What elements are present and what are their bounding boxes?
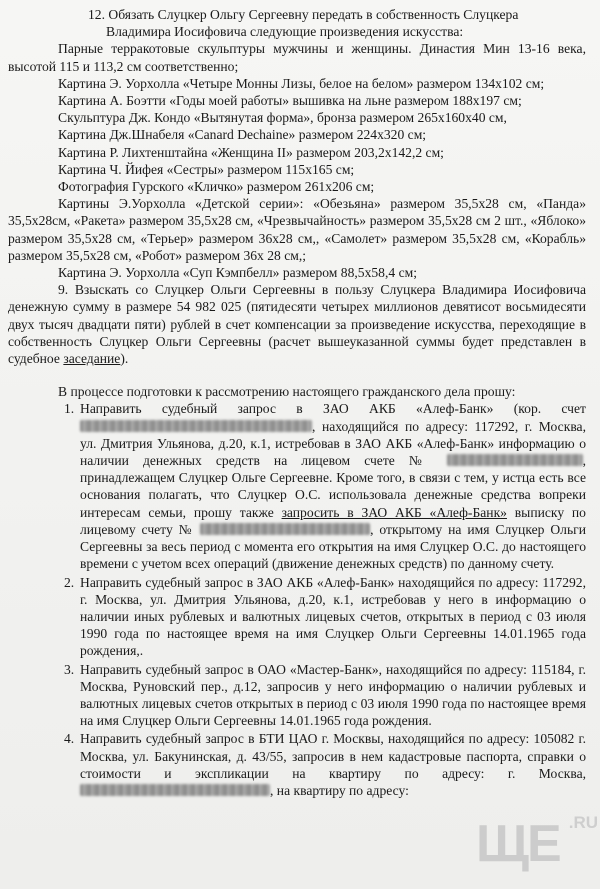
artwork-lichtenstein: Картина Р. Лихтенштайна «Женщина II» размером 203,2х142,2 см; [58, 144, 444, 160]
redacted-account-number [447, 454, 583, 466]
request-1-text-c: , принадлежащем Слуцкер Ольге Сергеевне. Кроме того, в связи с тем, у истца есть все основания полагать, что Слуцкер О.С. использовала денежные средства вопреки интересам семьи, прошу также [80, 453, 586, 520]
artwork-condo: Скульптура Дж. Кондо «Вытянутая форма», бронза размером 265х160х40 см, [58, 110, 507, 126]
request-number: 1. [64, 401, 75, 417]
artwork-warhol-mona-lisa: Картина Э. Уорхолла «Четыре Монны Лизы, белое на белом» размером 134х102 см; [58, 75, 545, 91]
redacted-address [80, 784, 270, 796]
item-9-text-a: 9. Взыскать со Слуцкер Ольги Сергеевны в пользу Слуцкера Владимира Иосифовича денежную сумму в размере [8, 282, 586, 315]
request-1-text-b: , находящийся по адресу: 117292, г. Москва, ул. Дмитрия Ульянова, д.20, к.1, истребовав в ЗАО АКБ «Алеф-Банк» информацию о наличии денежных средств на лицевом счете № [80, 418, 586, 469]
request-number: 4. [64, 731, 75, 747]
item-9-amount: 54 982 025 [176, 299, 242, 315]
request-item-4 [8, 730, 586, 799]
request-1-text-a: Направить судебный запрос в ЗАО АКБ «Алеф-Банк» (кор. счет [80, 401, 586, 417]
request-number: 2. [64, 574, 75, 590]
request-2-text: Направить судебный запрос в ЗАО АКБ «Алеф-Банк» находящийся по адресу: 117292, г. Москва, ул. Дмитрия Ульянова, д.20, к.1, истребовав у него в информацию о наличии иных рублевых и валютных лицевых счетов, открытых в период с 03 июля 1990 года по настоящее время на имя Слуцкер Ольги Сергеевны 14.01.1965 года рождения,. [80, 574, 586, 659]
item-12-heading-line1: 12. Обязать Слуцкер Ольгу Сергеевну передать в собственность Слуцкера [88, 7, 519, 22]
request-item-1 [8, 400, 586, 572]
redacted-account-number [80, 420, 312, 432]
request-3-text: Направить судебный запрос в ОАО «Мастер-Банк», находящийся по адресу: 115184, г. Москва, Руновский пер., д.12, запросив у него информацию о наличии рублевых и валютных лицевых счетов открытых в период с 03 июля 1990 года по настоящее время на имя Слуцкер Ольги Сергеевны 14.01.1965 года рождения. [80, 661, 586, 729]
watermark-domain: .RU [568, 813, 598, 832]
artwork-gursky: Фотография Гурского «Кличко» размером 261х206 см; [58, 179, 375, 195]
artwork-warhol-childrens-series: Картины Э.Уорхолла «Детской серии»: «Обезьяна» размером 35,5х28 см, «Панда» 35,5х28см, «Ракета» размером 35,5х28 см, «Чрезвычайность» размером 35,5х28 см 2 шт., «Яблоко» размером 35,5х28 см, «Терьер» размером 36х28 см,, «Самолет» размером 35,5х28 см, «Корабль» размером 35,5х28 см, «Робот» размером 36х 28 см,; [8, 196, 586, 263]
requests-intro: В процессе подготовки к рассмотрению настоящего гражданского дела прошу: [58, 384, 516, 400]
item-9-text-b: (пятидесяти четырех миллионов девятисот восьмидесяти двух тысяч двадцати пяти) рублей в счет компенсации за произведение искусства, переходящие в собственность Слуцкер Ольги Сергеевны (расчет вышеуказанной суммы будет представлен в судебное [8, 299, 587, 367]
request-1-text-d: запросить в ЗАО АКБ «Алеф-Банк» [281, 504, 507, 520]
spacer [8, 367, 586, 383]
redacted-account-number [200, 523, 370, 535]
document-body [8, 6, 586, 800]
request-item-3 [8, 661, 586, 730]
requests-list [8, 400, 586, 799]
request-1-text-f: , открытому на имя Слуцкер Ольги Сергеевны за весь период с момента его открытия на имя Слуцкер О.С. до настоящего времени с учетом всех операций (движение денежных средств) по данному счету. [80, 521, 587, 572]
artwork-yifei: Картина Ч. Йифея «Сестры» размером 115х165 см; [58, 161, 355, 177]
request-item-2 [8, 574, 586, 660]
item-9-text-c: заседание [63, 351, 121, 367]
artwork-boetti: Картина А. Боэтти «Годы моей работы» вышивка на льне размером 188х197 см; [58, 93, 522, 109]
request-number: 3. [64, 661, 75, 677]
watermark-letters: ЩЕ [476, 815, 560, 873]
request-1-text-e: выписку по лицевому счету № [80, 504, 586, 537]
artwork-warhol-campbell: Картина Э. Уорхолла «Суп Кэмпбелл» размером 88,5х58,4 см; [58, 265, 417, 281]
request-4-text-a: Направить судебный запрос в БТИ ЦАО г. Москвы, находящийся по адресу: 105082 г. Москва, ул. Бакунинская, д. 43/55, запросив в нем кадастровые паспорта, справки о стоимости и экспликации на квартиру по адресу: г. Москва, [80, 731, 586, 781]
request-4-text-b: , на квартиру по адресу: [270, 782, 409, 798]
item-12-heading-line2: Владимира Иосифовича следующие произведения искусства: [106, 24, 464, 40]
site-watermark-logo [476, 807, 598, 881]
item-9-text-d: ). [120, 351, 129, 367]
artwork-terracotta: Парные терракотовые скульптуры мужчины и женщины. Династия Мин 13-16 века, высотой 115 и 113,2 см соответственно; [8, 41, 586, 74]
item-9-paragraph [8, 281, 586, 367]
artwork-schnabel: Картина Дж.Шнабеля «Canard Dechaine» размером 224х320 см; [58, 127, 427, 143]
